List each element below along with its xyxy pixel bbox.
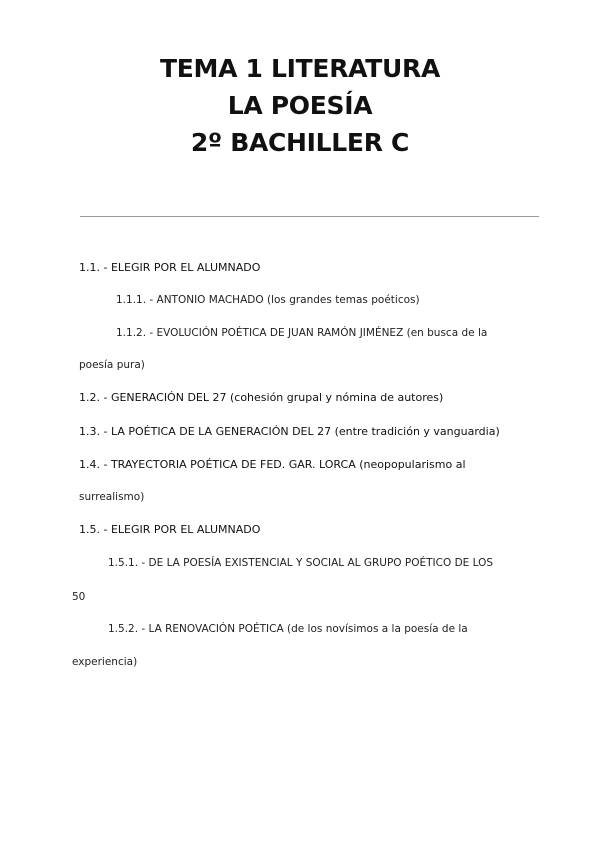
toc-item-1-3: 1.3. - LA POÉTICA DE LA GENERACIÓN DEL 27 (entre tradición y vanguardia) <box>79 425 500 438</box>
toc-item-1-2: 1.2. - GENERACIÓN DEL 27 (cohesión grupal y nómina de autores) <box>79 391 444 404</box>
toc-item-1-5-2-continuation: experiencia) <box>72 656 138 668</box>
toc-item-1-1-1: 1.1.1. - ANTONIO MACHADO (los grandes temas poéticos) <box>116 294 420 306</box>
title-line-subject: TEMA 1 LITERATURA <box>159 54 441 83</box>
toc-item-1-1: 1.1. - ELEGIR POR EL ALUMNADO <box>79 261 261 274</box>
title-line-topic: LA POESÍA <box>227 91 373 120</box>
toc-item-1-1-2-continuation: poesía pura) <box>79 359 145 371</box>
horizontal-divider <box>80 216 539 217</box>
toc-item-1-1-2: 1.1.2. - EVOLUCIÓN POÉTICA DE JUAN RAMÓN JIMÉNEZ (en busca de la <box>116 327 488 339</box>
toc-item-1-5-1: 1.5.1. - DE LA POESÍA EXISTENCIAL Y SOCIAL AL GRUPO POÉTICO DE LOS <box>108 557 494 569</box>
title-line-course: 2º BACHILLER C <box>190 128 410 157</box>
toc-item-1-5-2: 1.5.2. - LA RENOVACIÓN POÉTICA (de los novísimos a la poesía de la <box>108 623 468 635</box>
document-title <box>0 50 600 161</box>
toc-item-1-5-1-continuation: 50 <box>72 591 86 603</box>
toc-item-1-4-continuation: surrealismo) <box>79 491 145 503</box>
toc-item-1-5: 1.5. - ELEGIR POR EL ALUMNADO <box>79 523 261 536</box>
toc-item-1-4: 1.4. - TRAYECTORIA POÉTICA DE FED. GAR. LORCA (neopopularismo al <box>79 458 466 471</box>
